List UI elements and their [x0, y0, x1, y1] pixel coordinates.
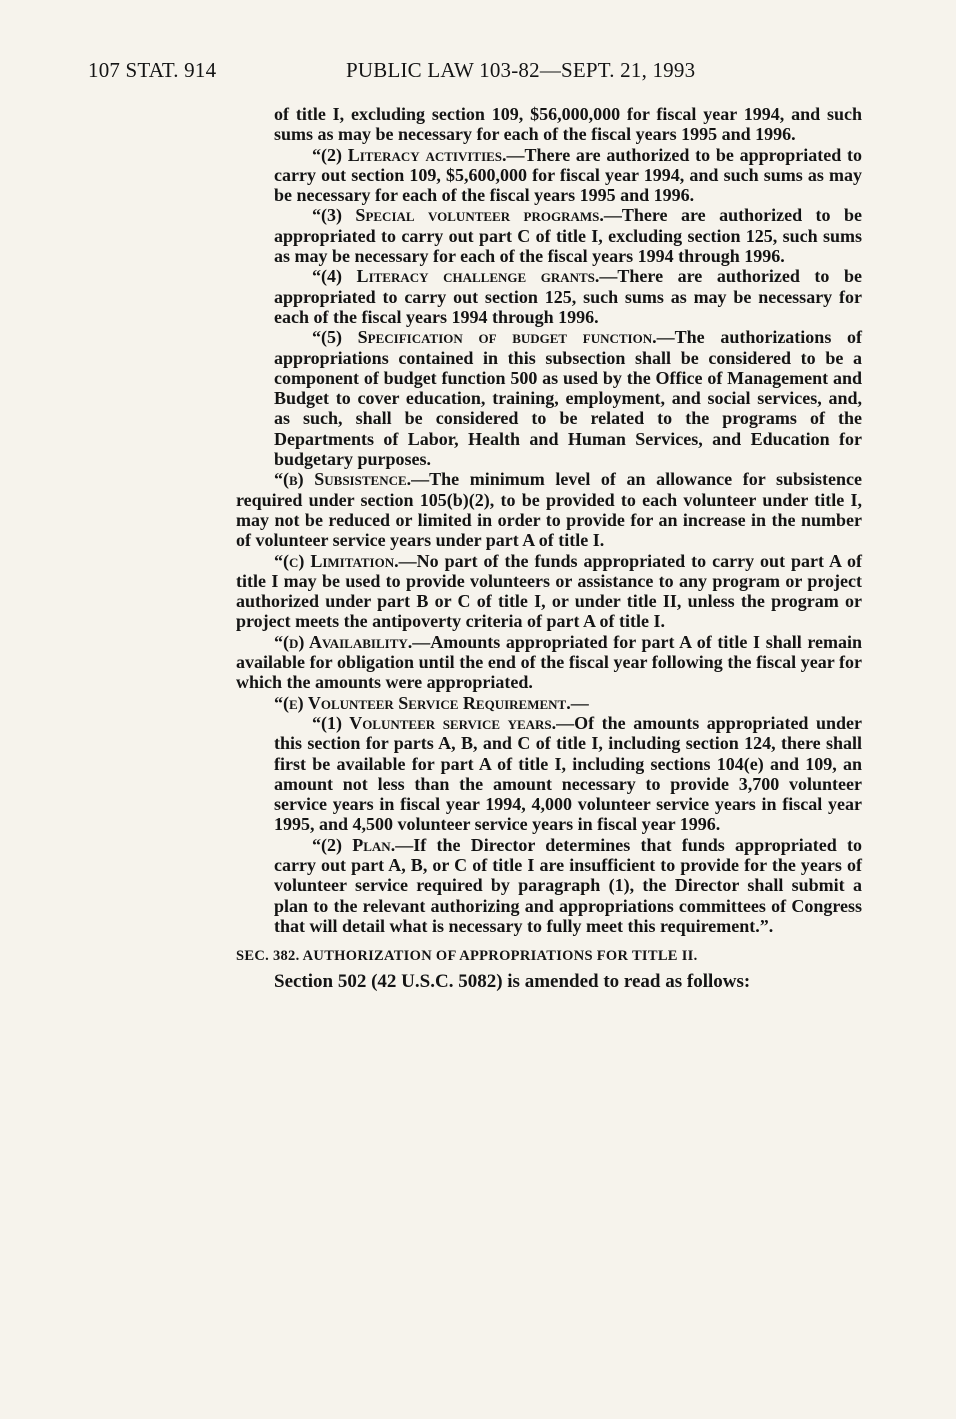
heading-availability: “(d) Availability. — [274, 631, 413, 652]
text-limitation: —No part of the funds appropriated to carry out part A of title I may be used to provide volunteers or assistance to any program or project authorized under part B or C of title I, or under title II, unless the program or project meets the antipoverty criteria of part A of title I. — [236, 550, 862, 632]
body-text — [236, 104, 862, 993]
public-law-reference: PUBLIC LAW 103-82—SEPT. 21, 1993 — [346, 58, 696, 82]
paragraph-volunteer-service-requirement — [236, 693, 862, 713]
heading-volunteer-service-years: “(1) Volunteer service years. — [312, 712, 557, 733]
paragraph-availability — [236, 632, 862, 693]
text-subsistence: —The minimum level of an allowance for subsistence required under section 105(b)(2), to be provided to each volunteer under title I, may not be reduced or limited in order to provide for an increase in the number of volunteer service years under part A of title I. — [236, 469, 862, 551]
paragraph-subsistence — [236, 469, 862, 550]
paragraph-literacy-challenge-grants — [236, 266, 862, 327]
text-volunteer-service-requirement: — — [570, 692, 589, 713]
text-literacy-challenge-grants: —There are authorized to be appropriated to carry out section 125, such sums as may be necessary for each of the fiscal years 1994 through 1996. — [274, 266, 862, 327]
paragraph-special-volunteer-programs — [236, 205, 862, 266]
section-body: Section 502 (42 U.S.C. 5082) is amended to read as follows: — [274, 971, 751, 993]
text-volunteer-service-years: —Of the amounts appropriated under this section for parts A, B, and C of title I, including section 124, there shall first be available for part A of title I, including sections 104(e) and 109, an amount not less than the amount necessary to provide 3,700 volunteer service years in fiscal year 1994, 4,000 volunteer service years in fiscal year 1995, and 4,500 volunteer service years in fiscal year 1996. — [274, 712, 862, 835]
heading-subsistence: “(b) Subsistence. — [274, 469, 412, 490]
paragraph-literacy-activities — [236, 145, 862, 206]
paragraph-plan — [236, 835, 862, 936]
statute-reference: 107 STAT. 914 — [88, 58, 217, 82]
section-heading: SEC. 382. AUTHORIZATION OF APPROPRIATIONS FOR TITLE II. — [236, 948, 698, 965]
text-literacy-activities: —There are authorized to be appropriated to carry out section 109, $5,600,000 for fiscal year 1994, and such sums as may be necessary for each of the fiscal years 1995 and 1996. — [274, 144, 862, 206]
text-special-volunteer-programs: —There are authorized to be appropriated to carry out part C of title I, excluding section 125, such sums as may be necessary for each of the fiscal years 1994 through 1996. — [274, 205, 862, 267]
paragraph-intro: of title I, excluding section 109, $56,000,000 for fiscal year 1994, and such sums as may be necessary for each of the fiscal years 1995 and 1996. — [274, 104, 862, 145]
heading-limitation: “(c) Limitation. — [274, 550, 399, 571]
heading-plan: “(2) Plan. — [312, 834, 396, 855]
text-budget-function: —The authorizations of appropriations contained in this subsection shall be considered to be a component of budget function 500 as used by the Office of Management and Budget to cover education, training, employment, and social services, and, as such, shall be considered to be related to the programs of the Departments of Labor, Health and Human Services, and Education for budgetary purposes. — [274, 327, 862, 470]
heading-literacy-challenge-grants: “(4) Literacy challenge grants. — [312, 266, 600, 287]
heading-volunteer-service-requirement: “(e) Volunteer Service Requirement. — [274, 692, 571, 713]
heading-special-volunteer-programs: “(3) Special volunteer programs. — [312, 205, 604, 226]
text-plan: —If the Director determines that funds appropriated to carry out part A, B, or C of title I are insufficient to provide for the years of volunteer service required by paragraph (1), the Director shall submit a plan to the relevant authorizing and appropriations committees of Congress that will detail what is necessary to fully meet this requirement.”. — [274, 834, 862, 936]
page-header — [88, 58, 748, 84]
heading-budget-function: “(5) Specification of budget function. — [312, 327, 657, 348]
paragraph-volunteer-service-years — [236, 713, 862, 835]
paragraph-budget-function — [236, 327, 862, 469]
paragraph-limitation — [236, 551, 862, 632]
text-availability: —Amounts appropriated for part A of title I shall remain available for obligation until the end of the fiscal year following the fiscal year for which the amounts were appropriated. — [236, 631, 863, 693]
heading-literacy-activities: “(2) Literacy activities. — [312, 144, 507, 165]
